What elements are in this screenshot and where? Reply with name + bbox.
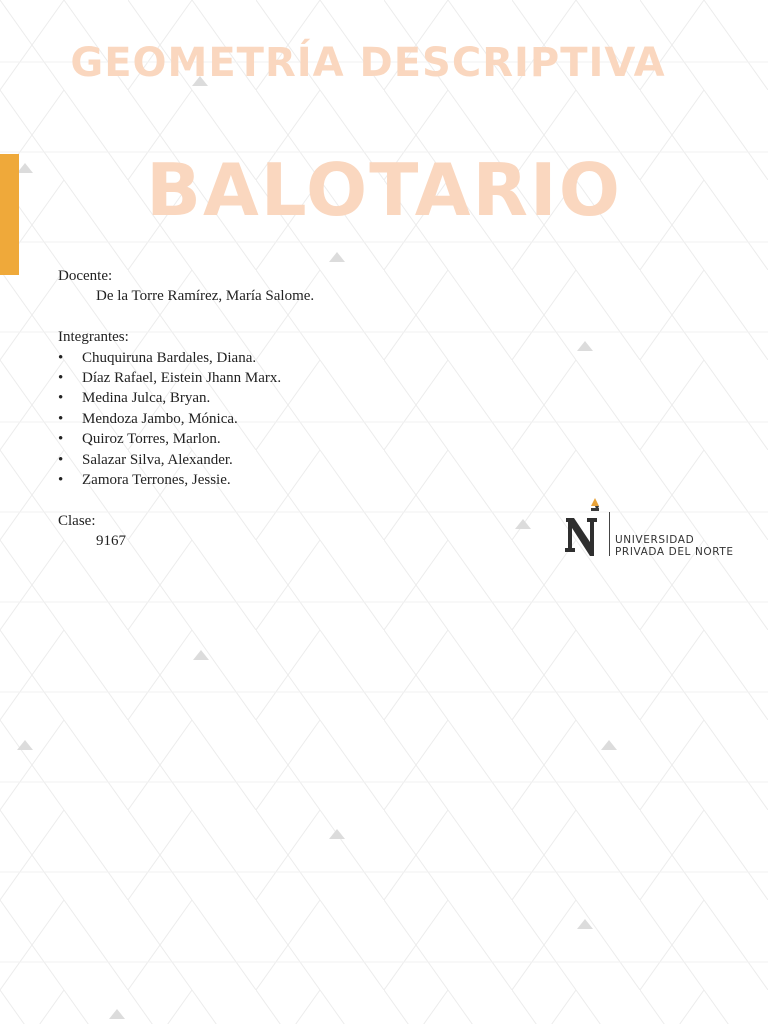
integrantes-label: Integrantes: xyxy=(58,329,129,346)
member-name: Díaz Rafael, Eistein Jhann Marx. xyxy=(82,370,282,387)
member-name: Zamora Terrones, Jessie. xyxy=(82,472,231,489)
bullet: • xyxy=(58,349,64,366)
bullet: • xyxy=(58,370,64,387)
clase-value: 9167 xyxy=(96,533,126,550)
logo-line-1: UNIVERSIDAD xyxy=(615,534,695,546)
logo-wordmark xyxy=(615,534,734,558)
bullet: • xyxy=(58,451,64,468)
logo-line-2: PRIVADA DEL NORTE xyxy=(615,546,734,558)
spacer xyxy=(58,490,538,510)
upn-logo-icon xyxy=(562,496,606,558)
list-item xyxy=(58,470,538,490)
member-name: Salazar Silva, Alexander. xyxy=(82,451,233,468)
docente-name: De la Torre Ramírez, María Salome. xyxy=(96,288,315,305)
document-body xyxy=(58,266,538,552)
list-item xyxy=(58,388,538,408)
document-subtitle: BALOTARIO xyxy=(146,148,622,232)
member-name: Medina Julca, Bryan. xyxy=(82,390,211,407)
bullet: • xyxy=(58,431,64,448)
bullet: • xyxy=(58,390,64,407)
members-list xyxy=(58,348,538,491)
clase-label: Clase: xyxy=(58,512,96,529)
docente-label: Docente: xyxy=(58,268,113,284)
list-item xyxy=(58,348,538,368)
list-item xyxy=(58,429,538,449)
list-item xyxy=(58,368,538,388)
member-name: Chuquiruna Bardales, Diana. xyxy=(82,349,257,366)
document-title: GEOMETRÍA DESCRIPTIVA xyxy=(70,40,666,86)
logo-divider xyxy=(609,512,610,556)
spacer xyxy=(58,307,538,327)
list-item xyxy=(58,409,538,429)
bullet: • xyxy=(58,472,64,489)
member-name: Mendoza Jambo, Mónica. xyxy=(82,410,238,427)
member-name: Quiroz Torres, Marlon. xyxy=(82,431,221,448)
list-item xyxy=(58,450,538,470)
university-logo xyxy=(560,496,752,562)
bullet: • xyxy=(58,410,64,427)
